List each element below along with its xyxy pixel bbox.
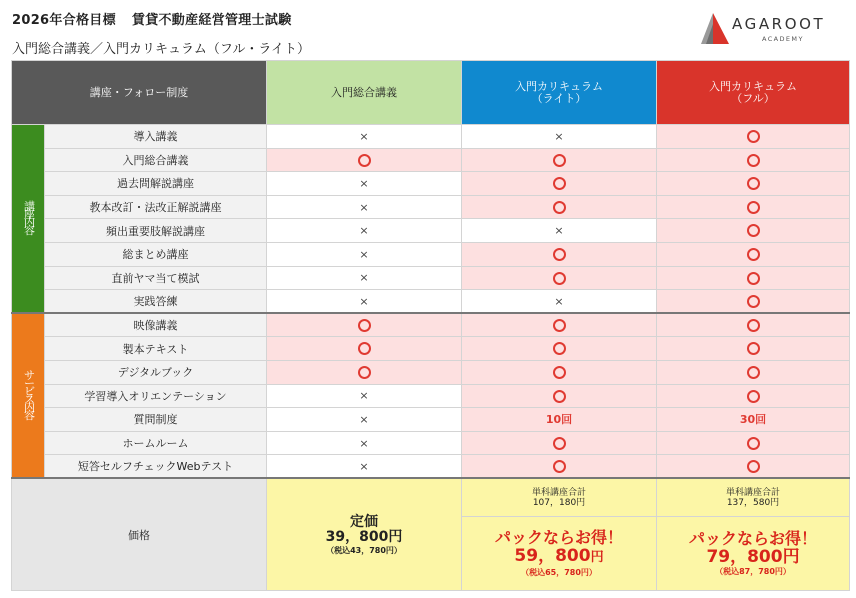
circle-mark-icon [747, 319, 760, 332]
price-full-sum: 単科講座合計 137，580円 [657, 478, 850, 516]
row-label: 過去問解説講座 [45, 172, 267, 196]
circle-mark-icon [747, 272, 760, 285]
row-label: 短答セルフチェックWebテスト [45, 455, 267, 479]
circle-mark-icon [747, 342, 760, 355]
circle-mark-icon [553, 319, 566, 332]
cell-included [657, 172, 850, 196]
row-label: デジタルブック [45, 360, 267, 384]
price-full-pack: パックならお得！ 79，800円 （税込87，780円） [657, 516, 850, 590]
row-label: 導入講義 [45, 125, 267, 149]
cell-not-included: × [462, 290, 657, 314]
cell-not-included: × [267, 172, 462, 196]
cell-not-included: × [462, 219, 657, 243]
header-full: 入門カリキュラム （フル） [657, 61, 850, 125]
cell-included [657, 384, 850, 408]
circle-mark-icon [747, 437, 760, 450]
target-year: 2026年合格目標 [12, 13, 116, 28]
cell-included [657, 219, 850, 243]
table-row [12, 360, 850, 384]
circle-mark-icon [358, 366, 371, 379]
circle-mark-icon [553, 201, 566, 214]
row-label: 製本テキスト [45, 337, 267, 361]
row-label: 入門総合講義 [45, 148, 267, 172]
circle-mark-icon [747, 177, 760, 190]
circle-mark-icon [553, 460, 566, 473]
page-subtitle: 入門総合講義／入門カリキュラム（フル・ライト） [12, 42, 310, 57]
cell-not-included: × [267, 384, 462, 408]
table-header-row [12, 61, 850, 125]
cell-included [657, 360, 850, 384]
cell-included [462, 313, 657, 337]
cell-included [657, 266, 850, 290]
logo-triangle-icon [700, 12, 730, 46]
cell-included [267, 148, 462, 172]
circle-mark-icon [553, 248, 566, 261]
circle-mark-icon [747, 154, 760, 167]
circle-mark-icon [747, 460, 760, 473]
page-title [12, 9, 292, 28]
circle-mark-icon [747, 248, 760, 261]
cell-included [657, 337, 850, 361]
cell-included [657, 313, 850, 337]
table-row [12, 148, 850, 172]
cell-included [657, 148, 850, 172]
circle-mark-icon [747, 390, 760, 403]
cell-not-included: × [267, 455, 462, 479]
cell-included [462, 172, 657, 196]
cell-included [657, 455, 850, 479]
row-label: 頻出重要肢解説講座 [45, 219, 267, 243]
circle-mark-icon [553, 342, 566, 355]
cell-not-included: × [267, 195, 462, 219]
cell-included [462, 242, 657, 266]
category-course-content: 講座内容 [12, 125, 45, 314]
circle-mark-icon [553, 366, 566, 379]
circle-mark-icon [747, 130, 760, 143]
table-row [12, 125, 850, 149]
table-row [12, 337, 850, 361]
price-label: 価格 [12, 478, 267, 590]
row-label: 映像講義 [45, 313, 267, 337]
row-label: ホームルーム [45, 431, 267, 455]
cell-included [462, 384, 657, 408]
logo-name: AGAROOT [732, 15, 826, 33]
agaroot-logo [700, 12, 850, 48]
exam-name: 賃貸不動産経営管理士試験 [131, 13, 292, 28]
cell-included [267, 313, 462, 337]
table-row [12, 290, 850, 314]
table-row [12, 455, 850, 479]
table-row [12, 195, 850, 219]
cell-included [657, 431, 850, 455]
logo-sub: ACADEMY [762, 35, 804, 43]
table-row [12, 219, 850, 243]
price-light-pack: パックならお得！ 59，800円 （税込65，780円） [462, 516, 657, 590]
cell-not-included: × [267, 290, 462, 314]
price-sogo: 定価 39，800円 （税込43，780円） [267, 478, 462, 590]
cell-included [462, 195, 657, 219]
cell-included [657, 125, 850, 149]
cell-not-included: × [462, 125, 657, 149]
row-label: 実践答練 [45, 290, 267, 314]
cell-included [657, 195, 850, 219]
row-label: 直前ヤマ当て模試 [45, 266, 267, 290]
table-row [12, 242, 850, 266]
table-row [12, 408, 850, 432]
row-label: 質問制度 [45, 408, 267, 432]
price-light-sum: 単科講座合計 107，180円 [462, 478, 657, 516]
row-label: 教本改訂・法改正解説講座 [45, 195, 267, 219]
cell-included [462, 337, 657, 361]
header-corner: 講座・フォロー制度 [12, 61, 267, 125]
table-row [12, 313, 850, 337]
cell-count: 30回 [657, 408, 850, 432]
cell-not-included: × [267, 242, 462, 266]
category-service-content: サービス内容 [12, 313, 45, 478]
header-light: 入門カリキュラム （ライト） [462, 61, 657, 125]
table-row [12, 266, 850, 290]
header-sogo: 入門総合講義 [267, 61, 462, 125]
price-row [12, 478, 850, 516]
circle-mark-icon [358, 154, 371, 167]
cell-not-included: × [267, 219, 462, 243]
circle-mark-icon [747, 366, 760, 379]
cell-included [267, 337, 462, 361]
cell-included [462, 455, 657, 479]
table-row [12, 384, 850, 408]
cell-not-included: × [267, 266, 462, 290]
row-label: 学習導入オリエンテーション [45, 384, 267, 408]
circle-mark-icon [358, 342, 371, 355]
table-row [12, 431, 850, 455]
cell-included [657, 242, 850, 266]
circle-mark-icon [553, 272, 566, 285]
cell-not-included: × [267, 431, 462, 455]
table-row [12, 172, 850, 196]
row-label: 総まとめ講座 [45, 242, 267, 266]
cell-not-included: × [267, 408, 462, 432]
comparison-table [11, 60, 850, 591]
cell-included [462, 431, 657, 455]
circle-mark-icon [358, 319, 371, 332]
cell-included [267, 360, 462, 384]
circle-mark-icon [747, 201, 760, 214]
circle-mark-icon [553, 154, 566, 167]
circle-mark-icon [747, 295, 760, 308]
circle-mark-icon [553, 390, 566, 403]
circle-mark-icon [553, 437, 566, 450]
cell-not-included: × [267, 125, 462, 149]
cell-count: 10回 [462, 408, 657, 432]
cell-included [462, 148, 657, 172]
circle-mark-icon [553, 177, 566, 190]
cell-included [462, 266, 657, 290]
circle-mark-icon [747, 224, 760, 237]
cell-included [462, 360, 657, 384]
cell-included [657, 290, 850, 314]
